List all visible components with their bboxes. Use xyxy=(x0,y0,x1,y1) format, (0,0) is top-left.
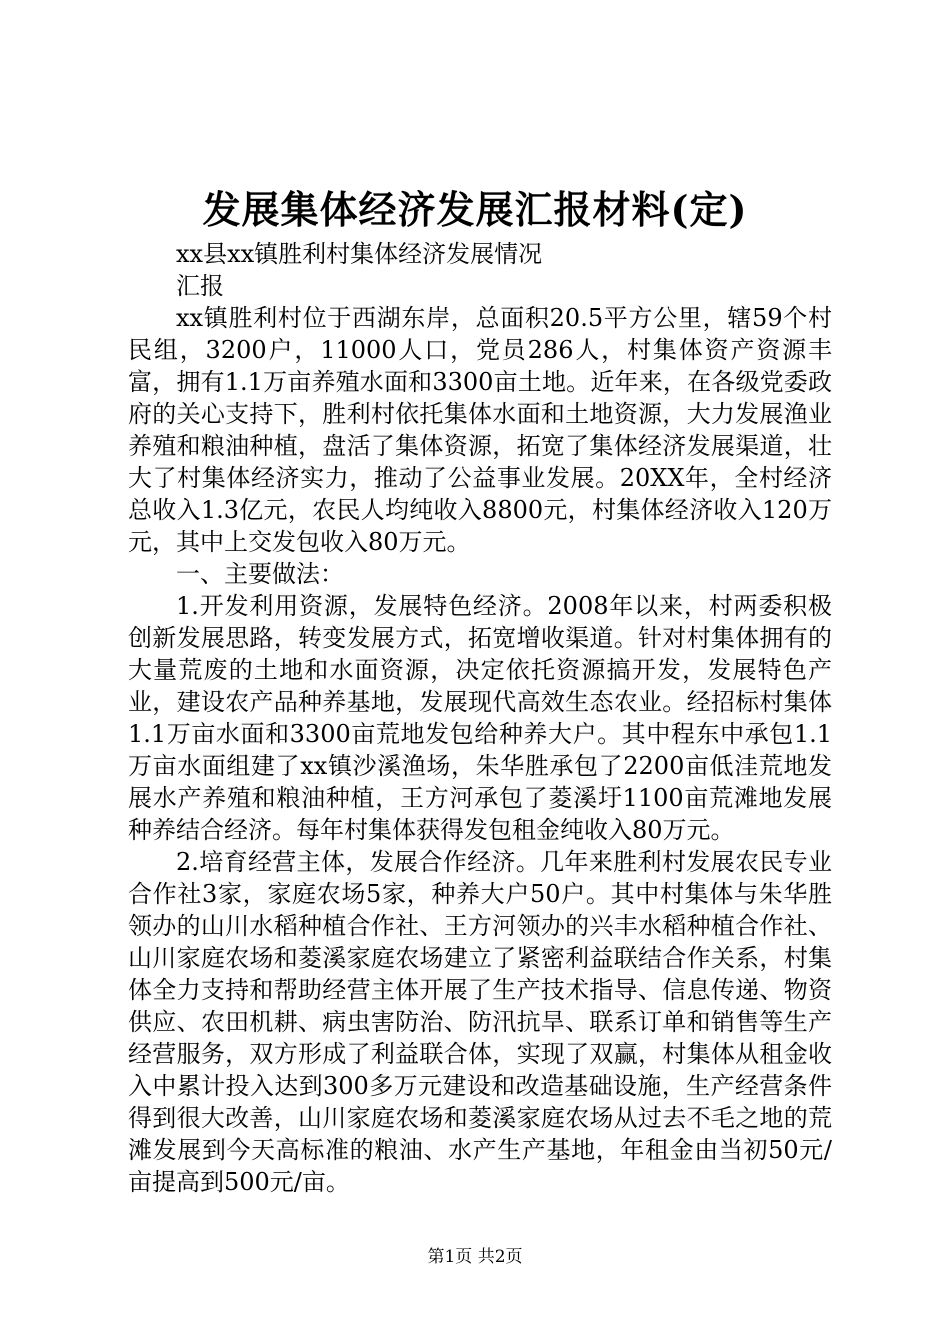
document-body xyxy=(128,238,832,1198)
paragraph-report: 汇报 xyxy=(176,272,224,300)
section-heading: 一、主要做法： xyxy=(176,560,344,588)
paragraph-subtitle: xx县xx镇胜利村集体经济发展情况 xyxy=(176,240,543,268)
paragraph-item-1: 1.开发利用资源，发展特色经济。2008年以来，村两委积极创新发展思路，转变发展方式，拓宽增收渠道。针对村集体拥有的大量荒废的土地和水面资源，决定依托资源搞开发，发展特色产业，建设农产品种养基地，发展现代高效生态农业。经招标村集体1.1万亩水面和3300亩荒地发包给种养大户。其中程东中承包1.1万亩水面组建了xx镇沙溪渔场，朱华胜承包了2200亩低洼荒地发展水产养殖和粮油种植，王方河承包了菱溪圩1100亩荒滩地发展种养结合经济。每年村集体获得发包租金纯收入80万元。 xyxy=(128,592,832,844)
paragraph-overview: xx镇胜利村位于西湖东岸，总面积20.5平方公里，辖59个村民组，3200户，11000人口，党员286人，村集体资产资源丰富，拥有1.1万亩养殖水面和3300亩土地。近年来，在各级党委政府的关心支持下，胜利村依托集体水面和土地资源，大力发展渔业养殖和粮油种植，盘活了集体资源，拓宽了集体经济发展渠道，壮大了村集体经济实力，推动了公益事业发展。20XX年，全村经济总收入1.3亿元，农民人均纯收入8800元，村集体经济收入120万元，其中上交发包收入80万元。 xyxy=(128,304,832,556)
paragraph-item-2: 2.培育经营主体，发展合作经济。几年来胜利村发展农民专业合作社3家，家庭农场5家，种养大户50户。其中村集体与朱华胜领办的山川水稻种植合作社、王方河领办的兴丰水稻种植合作社、山川家庭农场和菱溪家庭农场建立了紧密利益联结合作关系，村集体全力支持和帮助经营主体开展了生产技术指导、信息传递、物资供应、农田机耕、病虫害防治、防汛抗旱、联系订单和销售等生产经营服务，双方形成了利益联合体，实现了双赢，村集体从租金收入中累计投入达到300多万元建设和改造基础设施，生产经营条件得到很大改善，山川家庭农场和菱溪家庭农场从过去不毛之地的荒滩发展到今天高标准的粮油、水产生产基地，年租金由当初50元/亩提高到500元/亩。 xyxy=(128,848,832,1196)
page-footer: 第1页 共2页 xyxy=(427,1247,523,1267)
document-title: 发展集体经济发展汇报材料(定) xyxy=(202,187,748,232)
